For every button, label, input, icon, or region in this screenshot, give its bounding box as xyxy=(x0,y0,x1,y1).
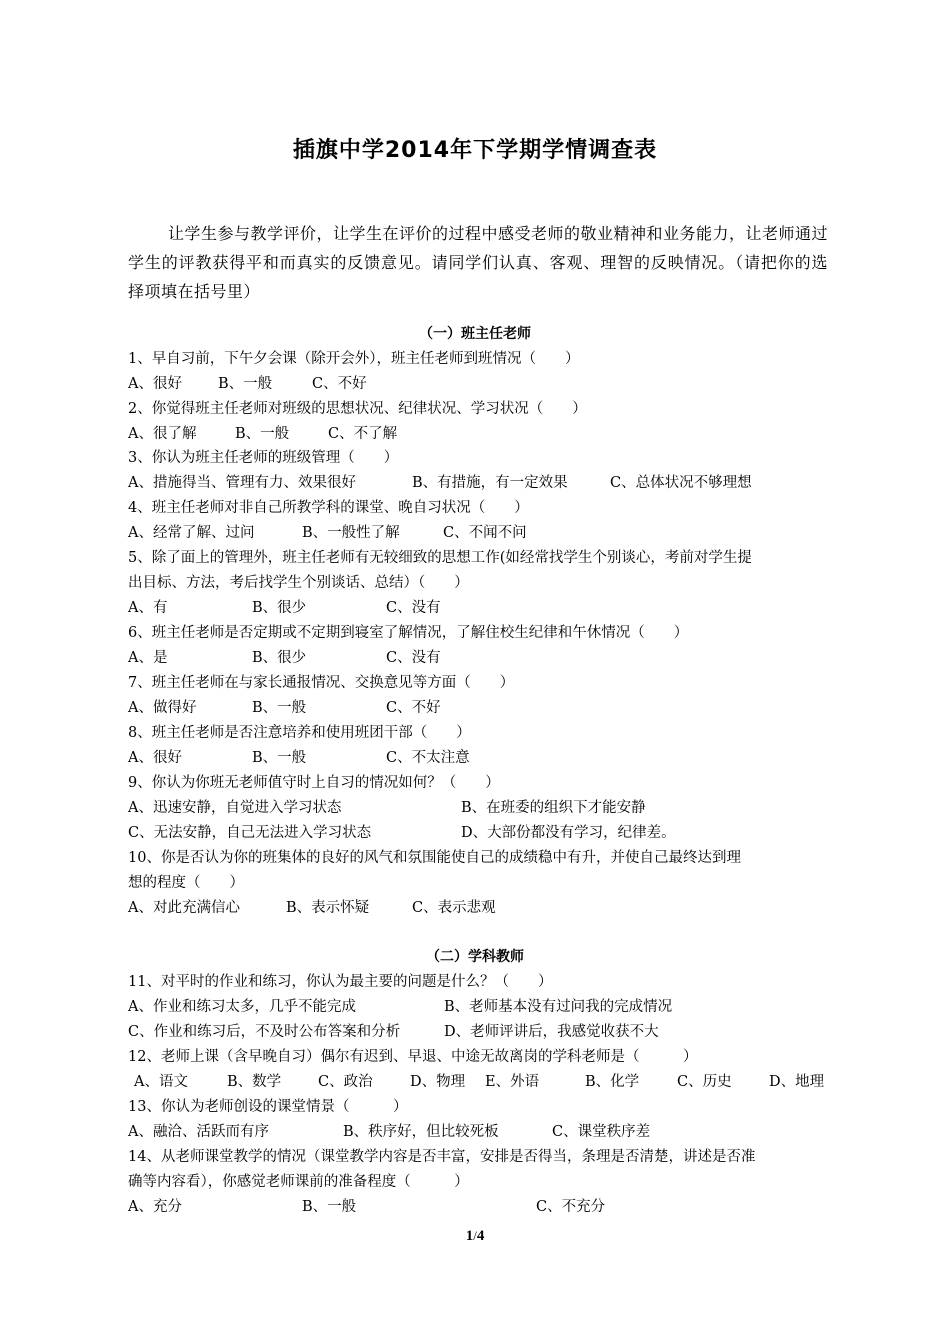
option: B、很少 xyxy=(252,600,307,616)
question-1: 1、早自习前，下午夕会课（除开会外），班主任老师到班情况（ ） xyxy=(128,351,580,367)
option: C、不好 xyxy=(386,700,441,716)
question-7: 7、班主任老师在与家长通报情况、交换意见等方面（ ） xyxy=(128,675,515,691)
section-heading-subject: （二）学科教师 xyxy=(426,949,524,965)
option: C、政治 xyxy=(318,1074,373,1090)
option: B、表示怀疑 xyxy=(286,900,370,916)
question-6: 6、班主任老师是否定期或不定期到寝室了解情况，了解住校生纪律和午休情况（ ） xyxy=(128,625,689,641)
page-number xyxy=(0,1228,950,1245)
option: B、有措施，有一定效果 xyxy=(412,475,568,491)
question-13: 13、你认为老师创设的课堂情景（ ） xyxy=(128,1099,408,1115)
question-5-line-2: 出目标、方法，考后找学生个别谈话、总结）（ ） xyxy=(128,575,469,591)
option: C、总体状况不够理想 xyxy=(610,475,752,491)
option: C、历史 xyxy=(677,1074,732,1090)
option: B、化学 xyxy=(585,1074,640,1090)
question-5-line-1: 5、除了面上的管理外，班主任老师有无较细致的思想工作(如经常找学生个别谈心，考前对学生提 xyxy=(128,550,752,566)
option: A、很好 xyxy=(128,750,182,766)
option: A、是 xyxy=(128,650,168,666)
option: B、在班委的组织下才能安静 xyxy=(461,800,646,816)
option: A、作业和练习太多，几乎不能完成 xyxy=(128,999,356,1015)
option: B、很少 xyxy=(252,650,307,666)
option: C、不闻不问 xyxy=(443,525,527,541)
option: A、迅速安静，自觉进入学习状态 xyxy=(128,800,342,816)
option: A、有 xyxy=(128,600,168,616)
option: C、作业和练习后，不及时公布答案和分析 xyxy=(128,1024,401,1040)
option: B、一般性了解 xyxy=(302,525,400,541)
option: A、融洽、活跃而有序 xyxy=(128,1124,269,1140)
question-11: 11、对平时的作业和练习，你认为最主要的问题是什么？（ ） xyxy=(128,974,553,990)
option: A、做得好 xyxy=(128,700,197,716)
question-9: 9、你认为你班无老师值守时上自习的情况如何？（ ） xyxy=(128,775,500,791)
question-10-line-1: 10、你是否认为你的班集体的良好的风气和氛围能使自己的成绩稳中有升，并使自己最终达到理 xyxy=(128,850,741,866)
section-heading-homeroom: （一）班主任老师 xyxy=(419,326,531,342)
option: A、语文 xyxy=(134,1074,188,1090)
page-title: 插旗中学2014年下学期学情调查表 xyxy=(292,138,658,163)
total-pages: 4 xyxy=(476,1228,485,1244)
option: A、对此充满信心 xyxy=(128,900,240,916)
option: B、一般 xyxy=(302,1199,357,1215)
option: A、经常了解、过问 xyxy=(128,525,255,541)
question-8: 8、班主任老师是否注意培养和使用班团干部（ ） xyxy=(128,725,471,741)
option: B、一般 xyxy=(252,750,307,766)
intro-paragraph: 让学生参与教学评价，让学生在评价的过程中感受老师的敬业精神和业务能力，让老师通过学生的评教获得平和而真实的反馈意见。请同学们认真、客观、理智的反映情况。（请把你的选择项填在括号里） xyxy=(128,224,829,301)
option: A、措施得当、管理有力、效果很好 xyxy=(128,475,356,491)
option: B、一般 xyxy=(218,376,273,392)
question-14-line-1: 14、从老师课堂教学的情况（课堂教学内容是否丰富，安排是否得当，条理是否清楚，讲述是否准 xyxy=(128,1149,756,1165)
option: B、一般 xyxy=(252,700,307,716)
question-12: 12、老师上课（含早晚自习）偶尔有迟到、早退、中途无故离岗的学科老师是（ ） xyxy=(128,1049,698,1065)
option: C、不充分 xyxy=(536,1199,606,1215)
option: C、无法安静，自己无法进入学习状态 xyxy=(128,825,372,841)
option: D、物理 xyxy=(410,1074,466,1090)
question-10-line-2: 想的程度（ ） xyxy=(128,875,244,891)
option: C、没有 xyxy=(386,650,441,666)
option: C、课堂秩序差 xyxy=(552,1124,651,1140)
option: D、老师评讲后，我感觉收获不大 xyxy=(444,1024,659,1040)
option: C、不了解 xyxy=(328,426,398,442)
option: B、秩序好，但比较死板 xyxy=(343,1124,499,1140)
question-14-line-2: 确等内容看），你感觉老师课前的准备程度（ ） xyxy=(128,1174,469,1190)
option: A、很好 xyxy=(128,376,182,392)
option: B、老师基本没有过问我的完成情况 xyxy=(444,999,673,1015)
option: C、不好 xyxy=(312,376,367,392)
option: D、地理 xyxy=(769,1074,825,1090)
option: C、没有 xyxy=(386,600,441,616)
current-page: 1 xyxy=(465,1228,474,1244)
option: D、大部份都没有学习，纪律差。 xyxy=(461,825,676,841)
option: B、数学 xyxy=(227,1074,282,1090)
page-separator: / xyxy=(473,1228,477,1243)
option: B、一般 xyxy=(235,426,290,442)
option: C、不太注意 xyxy=(386,750,470,766)
option: C、表示悲观 xyxy=(412,900,496,916)
question-4: 4、班主任老师对非自己所教学科的课堂、晚自习状况（ ） xyxy=(128,500,529,516)
option: A、很了解 xyxy=(128,426,197,442)
option: E、外语 xyxy=(485,1074,540,1090)
question-3: 3、你认为班主任老师的班级管理（ ） xyxy=(128,450,399,466)
option: A、充分 xyxy=(128,1199,182,1215)
question-2: 2、你觉得班主任老师对班级的思想状况、纪律状况、学习状况（ ） xyxy=(128,401,587,417)
